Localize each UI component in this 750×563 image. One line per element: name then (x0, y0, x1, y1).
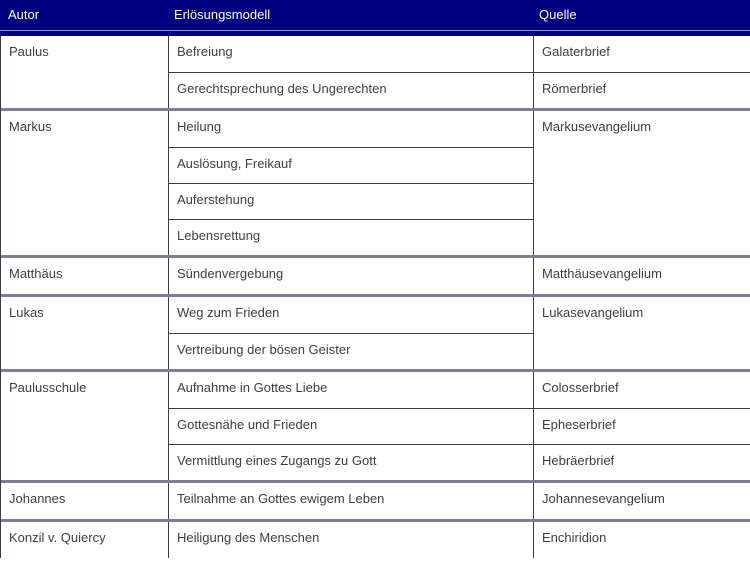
header-cell-erloesungsmodell: Erlösungsmodell (174, 7, 271, 22)
model-cell: Befreiung (168, 36, 533, 72)
model-cell: Gottesnähe und Frieden (168, 408, 533, 444)
model-cell: Sündenvergebung (168, 258, 533, 294)
author-cell: Paulusschule (9, 380, 87, 395)
header-cell-quelle: Quelle (539, 7, 577, 22)
table-header-row (0, 0, 750, 31)
model-cell: Weg zum Frieden (168, 297, 533, 333)
source-cell: Johannesevangelium (533, 483, 750, 519)
source-cell: Lukasevangelium (533, 297, 750, 369)
author-cell: Matthäus (9, 266, 63, 281)
table-group (1, 483, 750, 522)
author-cell: Johannes (9, 491, 66, 506)
source-cell: Enchiridion (533, 522, 750, 558)
model-cell: Auslösung, Freikauf (168, 147, 533, 183)
source-cell: Römerbrief (533, 72, 750, 108)
source-cell: Hebräerbrief (533, 444, 750, 480)
table-group (1, 36, 750, 111)
model-cell: Gerechtsprechung des Ungerechten (168, 72, 533, 108)
table-group (1, 258, 750, 297)
author-cell: Konzil v. Quiercy (9, 530, 106, 545)
table-group (1, 111, 750, 258)
model-cell: Vermittlung eines Zugangs zu Gott (168, 444, 533, 480)
source-cell: Epheserbrief (533, 408, 750, 444)
table-body (0, 36, 750, 558)
source-cell: Colosserbrief (533, 372, 750, 408)
author-cell: Lukas (9, 305, 44, 320)
header-cell-autor: Autor (8, 7, 40, 22)
table-group (1, 372, 750, 483)
model-cell: Aufnahme in Gottes Liebe (168, 372, 533, 408)
author-cell: Paulus (9, 44, 49, 59)
author-cell: Markus (9, 119, 52, 134)
model-cell: Heiligung des Menschen (168, 522, 533, 558)
source-cell: Markusevangelium (533, 111, 750, 255)
model-cell: Lebensrettung (168, 219, 533, 255)
table-group (1, 297, 750, 372)
model-cell: Teilnahme an Gottes ewigem Leben (168, 483, 533, 519)
table-group (1, 522, 750, 558)
model-cell: Vertreibung der bösen Geister (168, 333, 533, 369)
source-cell: Matthäusevangelium (533, 258, 750, 294)
model-cell: Auferstehung (168, 183, 533, 219)
source-cell: Galaterbrief (533, 36, 750, 72)
model-cell: Heilung (168, 111, 533, 147)
